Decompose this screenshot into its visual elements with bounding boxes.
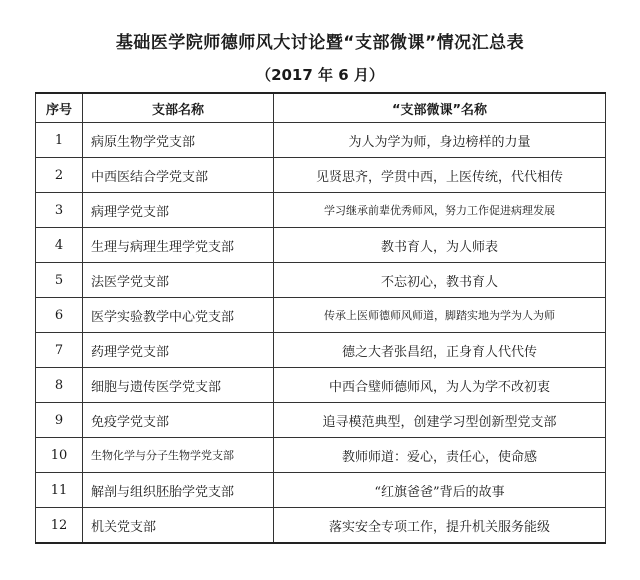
row-number: 9 — [36, 403, 83, 438]
branch-name: 细胞与遗传医学党支部 — [83, 368, 274, 403]
branch-name: 生理与病理生理学党支部 — [83, 228, 274, 263]
row-number: 5 — [36, 263, 83, 298]
lecture-title: 为人为学为师，身边榜样的力量 — [274, 123, 606, 158]
lecture-title: 追寻模范典型，创建学习型创新型党支部 — [274, 403, 606, 438]
branch-name: 病理学党支部 — [83, 193, 274, 228]
row-number: 4 — [36, 228, 83, 263]
lecture-title: 传承上医师德师风师道，脚踏实地为学为人为师 — [274, 298, 606, 333]
lecture-title: 教书育人，为人师表 — [274, 228, 606, 263]
summary-table — [35, 92, 606, 544]
branch-name: 生物化学与分子生物学党支部 — [83, 438, 274, 473]
lecture-title: 学习继承前辈优秀师风，努力工作促进病理发展 — [274, 193, 606, 228]
document-subtitle: （2017 年 6 月） — [256, 66, 384, 84]
lecture-title: 不忘初心，教书育人 — [274, 263, 606, 298]
row-number: 6 — [36, 298, 83, 333]
header-row — [36, 93, 606, 123]
lecture-title: “红旗爸爸”背后的故事 — [274, 473, 606, 508]
lecture-title: 中西合璧师德师风，为人为学不改初衷 — [274, 368, 606, 403]
table-row — [36, 403, 606, 438]
lecture-title: 见贤思齐，学贯中西，上医传统，代代相传 — [274, 158, 606, 193]
branch-name: 病原生物学党支部 — [83, 123, 274, 158]
lecture-title: 德之大者张昌绍，正身育人代代传 — [274, 333, 606, 368]
branch-name: 机关党支部 — [83, 508, 274, 544]
branch-name: 免疫学党支部 — [83, 403, 274, 438]
header-branch-name: 支部名称 — [83, 93, 274, 123]
branch-name: 医学实验教学中心党支部 — [83, 298, 274, 333]
table-row — [36, 333, 606, 368]
header-micro-lecture-name: “支部微课”名称 — [274, 93, 606, 123]
table-row — [36, 123, 606, 158]
header-serial-number: 序号 — [36, 93, 83, 123]
table-row — [36, 473, 606, 508]
row-number: 8 — [36, 368, 83, 403]
row-number: 10 — [36, 438, 83, 473]
table-row — [36, 438, 606, 473]
table-row — [36, 263, 606, 298]
branch-name: 中西医结合学党支部 — [83, 158, 274, 193]
table-row — [36, 508, 606, 544]
table-row — [36, 298, 606, 333]
lecture-title: 教师师道：爱心，责任心，使命感 — [274, 438, 606, 473]
row-number: 12 — [36, 508, 83, 544]
table-row — [36, 368, 606, 403]
row-number: 1 — [36, 123, 83, 158]
document-title: 基础医学院师德师风大讨论暨“支部微课”情况汇总表 — [115, 33, 525, 53]
table-row — [36, 158, 606, 193]
branch-name: 解剖与组织胚胎学党支部 — [83, 473, 274, 508]
row-number: 2 — [36, 158, 83, 193]
branch-name: 药理学党支部 — [83, 333, 274, 368]
row-number: 3 — [36, 193, 83, 228]
branch-name: 法医学党支部 — [83, 263, 274, 298]
row-number: 7 — [36, 333, 83, 368]
table-row — [36, 228, 606, 263]
row-number: 11 — [36, 473, 83, 508]
table-row — [36, 193, 606, 228]
lecture-title: 落实安全专项工作，提升机关服务能级 — [274, 508, 606, 544]
